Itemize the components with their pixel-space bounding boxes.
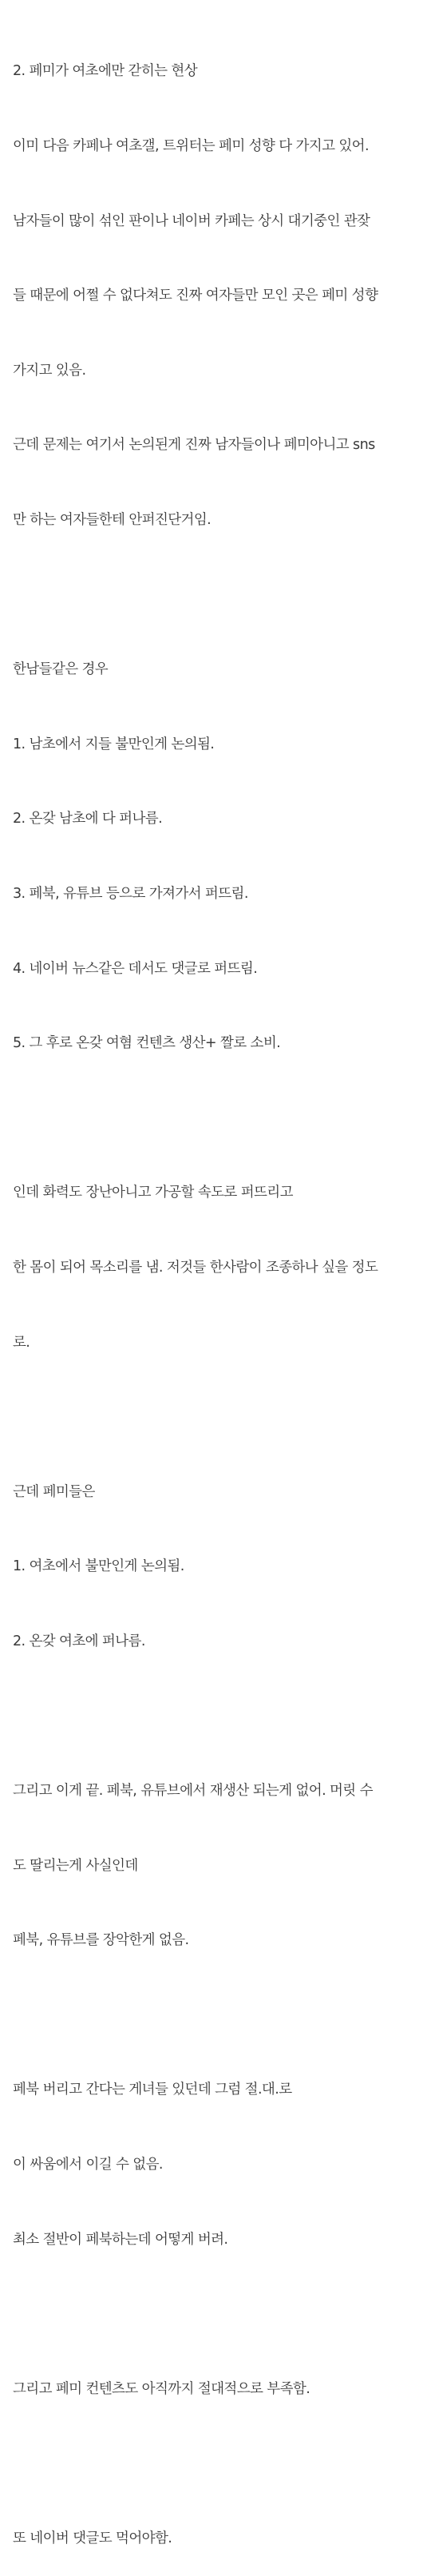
text-line: 근데 페미들은 — [13, 1483, 95, 1500]
text-line: 페북, 유튜브를 장악한게 없음. — [13, 1932, 189, 1949]
blank-line — [13, 1704, 439, 1729]
text-line: 페북 버리고 간다는 게녀들 있던데 그럼 절.대.로 — [13, 2082, 292, 2098]
text-line: 또 네이버 댓글도 먹어야함. — [13, 2530, 172, 2546]
blank-line — [13, 2451, 439, 2476]
text-line: 인데 화력도 장난아니고 가공할 속도로 퍼뜨리고 — [13, 1185, 293, 1201]
text-line: 그리고 이게 끝. 페북, 유튜브에서 재생산 되는게 없어. 머릿 수 — [13, 1783, 373, 1800]
text-line: 이미 다음 카페나 여초갤, 트위터는 페미 성향 다 가지고 있어. — [13, 138, 369, 154]
blank-line — [13, 2302, 439, 2327]
text-line: 한 몸이 되어 목소리를 냄. 저것들 한사람이 조종하나 싶을 정도 — [13, 1259, 378, 1276]
text-line: 1. 여초에서 불만인게 논의됨. — [13, 1558, 184, 1575]
text-line: 최소 절반이 페북하는데 어떻게 버려. — [13, 2231, 228, 2248]
text-line: 이 싸움에서 이길 수 없음. — [13, 2157, 163, 2173]
text-line: 한남들같은 경우 — [13, 661, 109, 678]
text-line: 2. 온갖 여초에 퍼나름. — [13, 1633, 145, 1649]
text-line: 로. — [13, 1334, 30, 1351]
text-line: 5. 그 후로 온갖 여혐 컨텐츠 생산+ 짤로 소비. — [13, 1035, 281, 1052]
text-line: 만 하는 여자들한테 안퍼진단거임. — [13, 511, 212, 528]
text-line: 2. 온갖 남초에 다 퍼나름. — [13, 811, 163, 828]
text-line: 1. 남초에서 지들 불만인게 논의됨. — [13, 736, 215, 752]
text-line: 근데 문제는 여기서 논의된게 진짜 남자들이나 페미아니고 sns — [13, 437, 375, 454]
blank-line — [13, 1106, 439, 1131]
text-line: 그리고 페미 컨텐츠도 아직까지 절대적으로 부족함. — [13, 2380, 310, 2397]
text-line: 3. 페북, 유튜브 등으로 가져가서 퍼뜨림. — [13, 885, 248, 902]
text-line: 2. 페미가 여초에만 갇히는 현상 — [13, 63, 198, 80]
text-line: 남자들이 많이 섞인 판이나 네이버 카페는 상시 대기중인 관잦 — [13, 212, 370, 229]
text-line: 들 때문에 어쩔 수 없다쳐도 진짜 여자들만 모인 곳은 페미 성향 — [13, 288, 378, 304]
text-line: 가지고 있음. — [13, 362, 86, 379]
text-line: 도 딸리는게 사실인데 — [13, 1857, 138, 1874]
blank-line — [13, 2003, 439, 2028]
blank-line — [13, 1405, 439, 1430]
text-line: 4. 네이버 뉴스같은 데서도 댓글로 퍼뜨림. — [13, 960, 258, 977]
blank-line — [13, 583, 439, 608]
